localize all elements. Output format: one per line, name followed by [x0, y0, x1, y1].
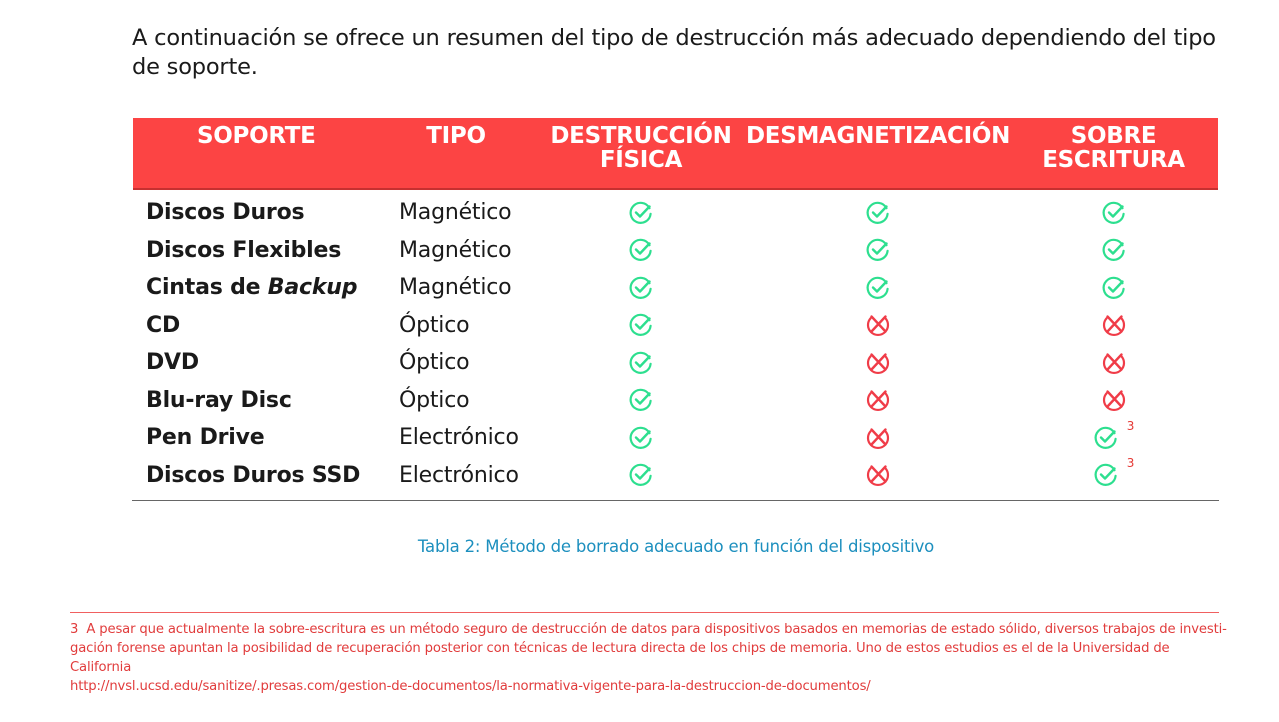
header-tipo: TIPO — [376, 118, 536, 189]
cross-circle-icon — [865, 312, 891, 338]
table-row — [133, 344, 1218, 382]
cell-sobreescritura — [1009, 307, 1218, 345]
table-body — [133, 189, 1218, 502]
cell-desmagnetizacion — [746, 457, 1009, 503]
cell-soporte: DVD — [146, 350, 199, 376]
footnote-number: 3 — [70, 622, 79, 637]
header-soporte: SOPORTE — [133, 118, 376, 189]
table-bottom-rule — [132, 500, 1219, 501]
cell-desmagnetizacion — [746, 189, 1009, 232]
header-destruccion-line1: DESTRUCCIÓN — [550, 123, 732, 149]
cell-destruccion — [536, 457, 746, 503]
check-circle-icon — [1101, 237, 1127, 263]
cell-destruccion — [536, 382, 746, 420]
table-row — [133, 382, 1218, 420]
cell-desmagnetizacion — [746, 269, 1009, 307]
soporte-italic: Backup — [267, 275, 358, 301]
cell-tipo: Magnético — [399, 237, 512, 263]
footnote-line-3: http://nvsl.ucsd.edu/sanitize/.presas.com/gestion-de-documentos/la-normativa-vigente-para-la-destruccion-de-documentos/ — [70, 679, 871, 694]
footnote-line-1 — [70, 620, 1230, 639]
cell-soporte: Discos Flexibles — [146, 237, 342, 263]
cell-tipo: Óptico — [399, 387, 470, 413]
cell-destruccion — [536, 419, 746, 457]
footnote — [70, 620, 1230, 696]
footnote-text-1: A pesar que actualmente la sobre-escritura es un método seguro de destrucción de datos para dispositivos basados en memorias de estado sólido, diversos trabajos de investi- — [86, 622, 1227, 637]
header-desmagnetizacion: DESMAGNETIZACIÓN — [746, 118, 1009, 189]
cell-desmagnetizacion — [746, 344, 1009, 382]
table-row — [133, 307, 1218, 345]
cell-tipo: Magnético — [399, 200, 512, 226]
cross-circle-icon — [865, 425, 891, 451]
header-sobre-escritura — [1009, 118, 1218, 189]
check-circle-icon — [628, 387, 654, 413]
check-circle-icon — [628, 425, 654, 451]
header-destruccion-line2: FÍSICA — [599, 147, 683, 173]
header-sobre-line1: SOBRE — [1070, 123, 1157, 149]
check-circle-icon — [628, 312, 654, 338]
cell-sobreescritura — [1009, 457, 1218, 503]
check-circle-icon — [865, 275, 891, 301]
footnote-reference[interactable]: 3 — [1126, 456, 1135, 471]
cell-desmagnetizacion — [746, 382, 1009, 420]
cell-sobreescritura — [1009, 382, 1218, 420]
table-row — [133, 232, 1218, 270]
table-header-row — [133, 118, 1218, 189]
table-row — [133, 457, 1218, 503]
cell-soporte: CD — [146, 312, 181, 338]
cell-destruccion — [536, 189, 746, 232]
cell-destruccion — [536, 269, 746, 307]
cell-tipo: Electrónico — [399, 462, 519, 488]
check-circle-icon — [1093, 425, 1119, 451]
footnote-line-2: gación forense apuntan la posibilidad de recuperación posterior con técnicas de lectura directa de los chips de memoria. Uno de estos estudios es el de la Universidad de California — [70, 641, 1170, 675]
cell-soporte: Discos Duros SSD — [146, 462, 361, 488]
header-destruccion-fisica — [536, 118, 746, 189]
check-circle-icon — [628, 350, 654, 376]
cell-destruccion — [536, 307, 746, 345]
cell-desmagnetizacion — [746, 419, 1009, 457]
cross-circle-icon — [865, 350, 891, 376]
cell-desmagnetizacion — [746, 307, 1009, 345]
cross-circle-icon — [1101, 312, 1127, 338]
table-row — [133, 189, 1218, 232]
check-circle-icon — [628, 462, 654, 488]
cell-soporte — [133, 269, 376, 307]
table-caption: Tabla 2: Método de borrado adecuado en función del dispositivo — [417, 537, 935, 556]
check-circle-icon — [1101, 275, 1127, 301]
cell-destruccion — [536, 232, 746, 270]
check-circle-icon — [1101, 200, 1127, 226]
cell-sobreescritura — [1009, 189, 1218, 232]
cell-destruccion — [536, 344, 746, 382]
cross-circle-icon — [865, 387, 891, 413]
check-circle-icon — [628, 237, 654, 263]
cross-circle-icon — [1101, 350, 1127, 376]
cell-tipo: Magnético — [399, 275, 512, 301]
check-circle-icon — [628, 200, 654, 226]
header-sobre-line2: ESCRITURA — [1042, 147, 1185, 173]
cell-desmagnetizacion — [746, 232, 1009, 270]
footnote-reference[interactable]: 3 — [1126, 418, 1135, 433]
cell-soporte: Discos Duros — [146, 200, 305, 226]
cell-soporte: Pen Drive — [146, 425, 265, 451]
table-row — [133, 419, 1218, 457]
cell-soporte: Blu-ray Disc — [146, 387, 292, 413]
cell-tipo: Óptico — [399, 350, 470, 376]
check-circle-icon — [865, 237, 891, 263]
check-circle-icon — [628, 275, 654, 301]
cell-sobreescritura — [1009, 419, 1218, 457]
table-row — [133, 269, 1218, 307]
cell-tipo: Óptico — [399, 312, 470, 338]
cell-tipo: Electrónico — [399, 425, 519, 451]
cell-sobreescritura — [1009, 344, 1218, 382]
intro-paragraph: A continuación se ofrece un resumen del tipo de destrucción más adecuado dependiendo del tipo de soporte. — [132, 25, 1216, 80]
footnote-divider — [70, 612, 1219, 613]
cell-sobreescritura — [1009, 269, 1218, 307]
cross-circle-icon — [1101, 387, 1127, 413]
device-destruction-table — [133, 118, 1218, 502]
check-circle-icon — [865, 200, 891, 226]
cross-circle-icon — [865, 462, 891, 488]
check-circle-icon — [1093, 462, 1119, 488]
device-destruction-table-container — [133, 118, 1218, 502]
soporte-prefix: Cintas de — [146, 275, 268, 301]
cell-sobreescritura — [1009, 232, 1218, 270]
